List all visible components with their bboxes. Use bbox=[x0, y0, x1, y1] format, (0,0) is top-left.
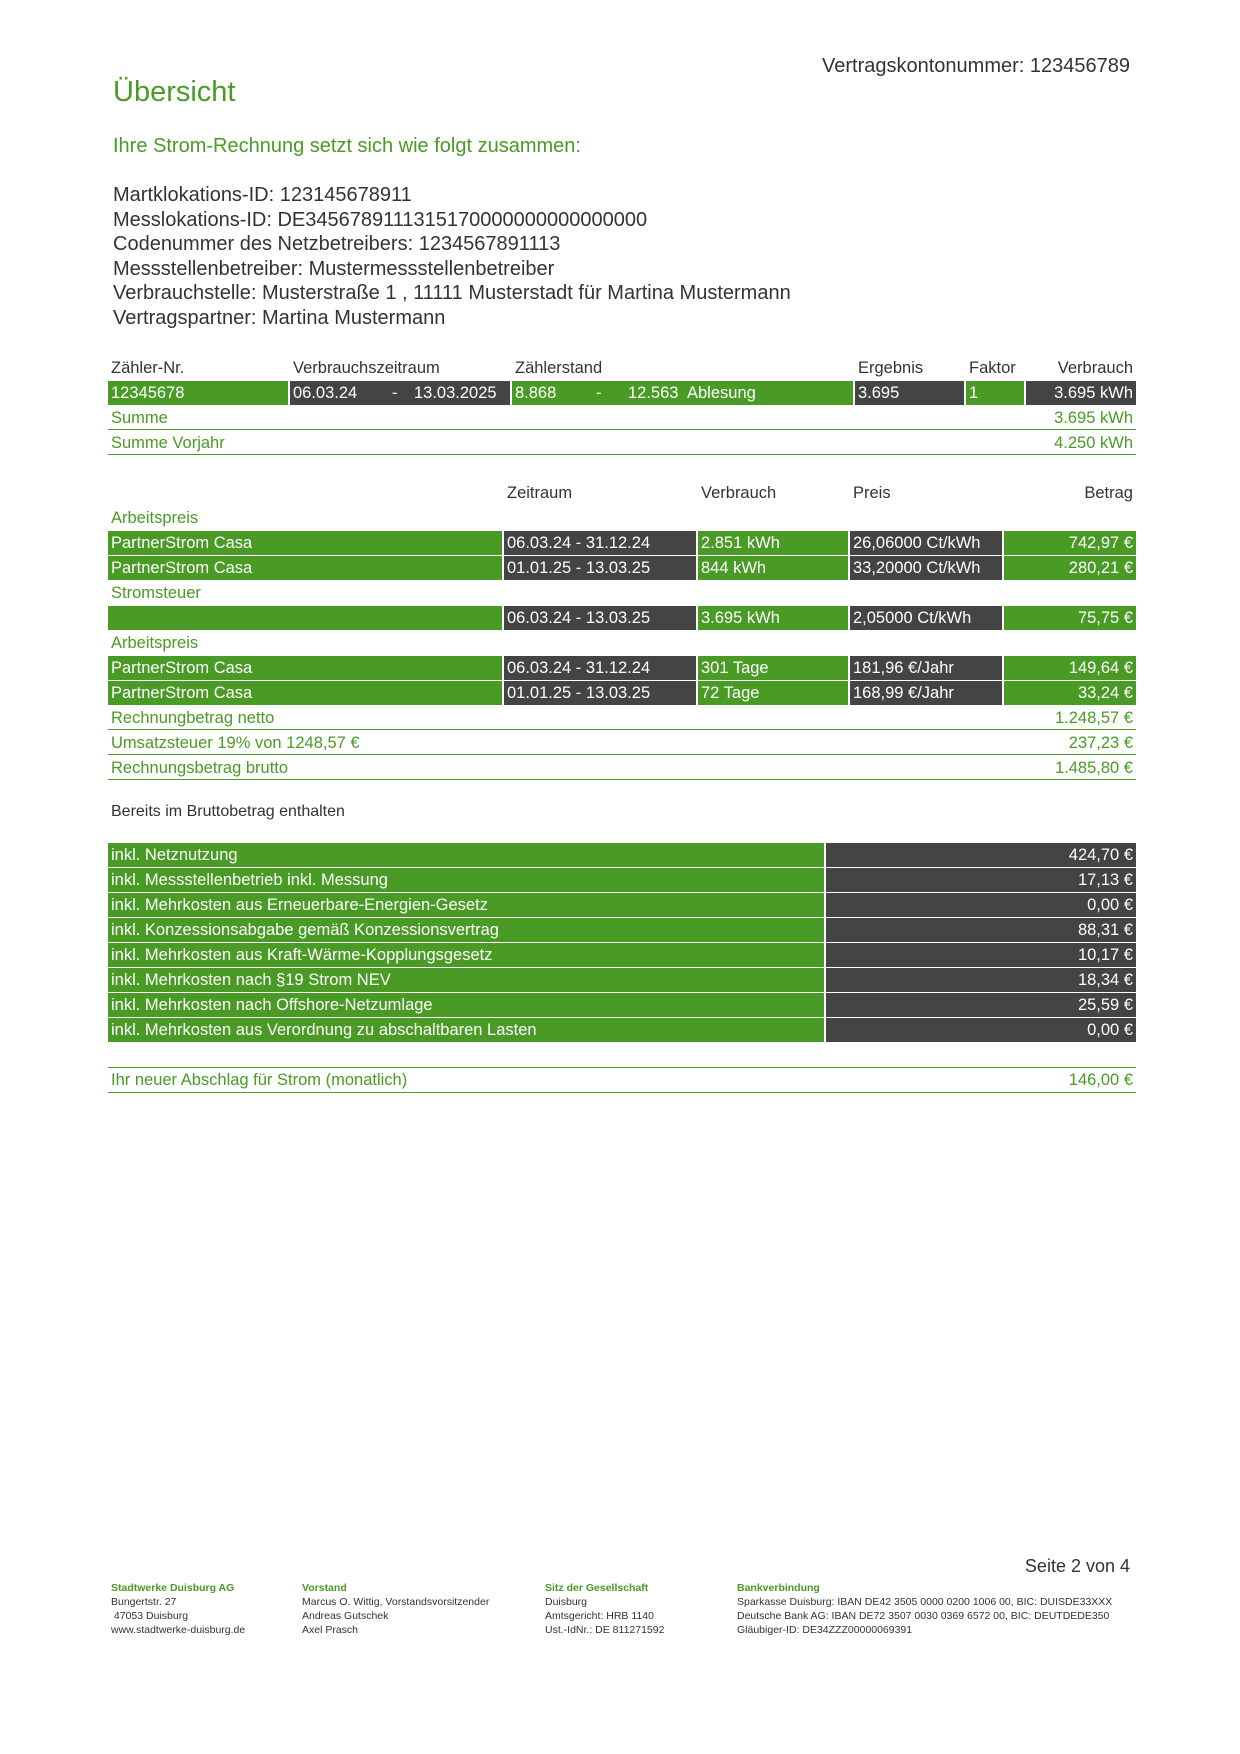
header-result: Ergebnis bbox=[858, 359, 924, 377]
footer-bank-line: Deutsche Bank AG: IBAN DE72 3507 0030 0369 6572 00, BIC: DEUTDEDE350 bbox=[737, 1610, 1110, 1622]
footer-seat-line: Duisburg bbox=[545, 1596, 588, 1608]
unit-price: 2,05000 Ct/kWh bbox=[850, 606, 1002, 630]
tariff-name: PartnerStrom Casa bbox=[108, 656, 502, 680]
meter-table-header bbox=[108, 356, 1136, 380]
sum-row bbox=[108, 406, 1136, 430]
unit-price: 33,20000 Ct/kWh bbox=[850, 556, 1002, 580]
prev-year-sum-row bbox=[108, 431, 1136, 455]
section-label: Stromsteuer bbox=[111, 584, 201, 602]
installment-value: 146,00 € bbox=[1068, 1071, 1133, 1089]
section-label-arbeitspreis bbox=[108, 506, 1136, 530]
included-value: 18,34 € bbox=[826, 968, 1136, 992]
installment-row bbox=[108, 1067, 1136, 1093]
included-label: inkl. Netznutzung bbox=[108, 843, 824, 867]
footer-bank bbox=[737, 1581, 1112, 1637]
tariff-name: PartnerStrom Casa bbox=[108, 681, 502, 705]
prev-year-value: 4.250 kWh bbox=[1054, 434, 1133, 452]
footer-seat-line: Amtsgericht: HRB 1140 bbox=[545, 1610, 654, 1622]
installment-label: Ihr neuer Abschlag für Strom (monatlich) bbox=[111, 1071, 408, 1089]
footer-board-member: Marcus O. Wittig, Vorstandsvorsitzender bbox=[302, 1596, 490, 1608]
footer-board-heading: Vorstand bbox=[302, 1582, 347, 1594]
included-value: 0,00 € bbox=[826, 1018, 1136, 1042]
net-total-row bbox=[108, 706, 1136, 730]
footer-bank-line: Gläubiger-ID: DE34ZZZ00000069391 bbox=[737, 1624, 913, 1636]
included-label: inkl. Konzessionsabgabe gemäß Konzessionsvertrag bbox=[108, 918, 824, 942]
metering-operator: Messstellenbetreiber: Mustermessstellenbetreiber bbox=[113, 257, 555, 280]
price-period: 01.01.25 - 13.03.25 bbox=[504, 556, 696, 580]
header-zeitraum: Zeitraum bbox=[507, 484, 573, 502]
page-subtitle: Ihre Strom-Rechnung setzt sich wie folgt zusammen: bbox=[113, 135, 581, 157]
unit-price: 26,06000 Ct/kWh bbox=[850, 531, 1002, 555]
meter-number: 12345678 bbox=[108, 381, 288, 405]
included-note: Bereits im Bruttobetrag enthalten bbox=[111, 803, 345, 820]
included-row bbox=[108, 868, 1136, 892]
footer-company bbox=[111, 1581, 245, 1637]
price-period: 06.03.24 - 31.12.24 bbox=[504, 531, 696, 555]
vat-label: Umsatzsteuer 19% von 1248,57 € bbox=[111, 734, 360, 752]
reading-type: Ablesung bbox=[687, 384, 756, 402]
footer-company-website: www.stadtwerke-duisburg.de bbox=[111, 1624, 246, 1636]
grid-operator-code: Codenummer des Netzbetreibers: 1234567891113 bbox=[113, 233, 561, 256]
included-row bbox=[108, 943, 1136, 967]
header-preis: Preis bbox=[853, 484, 891, 502]
unit-price: 168,99 €/Jahr bbox=[850, 681, 1002, 705]
price-row bbox=[108, 556, 1136, 580]
footer-board bbox=[302, 1581, 489, 1637]
page-number: Seite 2 von 4 bbox=[1024, 1556, 1130, 1576]
included-value: 17,13 € bbox=[826, 868, 1136, 892]
market-location-id: Martklokations-ID: 123145678911 bbox=[113, 184, 412, 206]
footer-seat-line: Ust.-IdNr.: DE 811271592 bbox=[545, 1624, 665, 1636]
period-to: 13.03.2025 bbox=[414, 384, 497, 402]
gross-total-value: 1.485,80 € bbox=[1055, 759, 1133, 777]
included-label: inkl. Mehrkosten aus Erneuerbare-Energien-Gesetz bbox=[108, 893, 824, 917]
net-total-label: Rechnungbetrag netto bbox=[111, 709, 275, 727]
header-reading: Zählerstand bbox=[515, 359, 603, 377]
page-title: Übersicht bbox=[113, 76, 236, 108]
footer-board-member: Axel Prasch bbox=[302, 1624, 359, 1636]
meter-reading bbox=[512, 381, 853, 405]
included-label: inkl. Mehrkosten nach §19 Strom NEV bbox=[108, 968, 824, 992]
included-row bbox=[108, 993, 1136, 1017]
header-meter-no: Zähler-Nr. bbox=[111, 359, 185, 377]
price-consumption: 72 Tage bbox=[698, 681, 848, 705]
price-amount: 75,75 € bbox=[1004, 606, 1136, 630]
contract-account-number: Vertragskontonummer: 123456789 bbox=[822, 55, 1130, 77]
footer-company-city: 47053 Duisburg bbox=[111, 1610, 189, 1622]
sum-value: 3.695 kWh bbox=[1054, 409, 1133, 427]
gross-total-row bbox=[108, 756, 1136, 780]
tariff-name: PartnerStrom Casa bbox=[108, 531, 502, 555]
included-label: inkl. Mehrkosten nach Offshore-Netzumlage bbox=[108, 993, 824, 1017]
included-value: 88,31 € bbox=[826, 918, 1136, 942]
header-betrag: Betrag bbox=[1084, 484, 1133, 502]
price-row bbox=[108, 606, 1136, 630]
price-period: 01.01.25 - 13.03.25 bbox=[504, 681, 696, 705]
header-factor: Faktor bbox=[969, 359, 1016, 377]
reading-dash: - bbox=[596, 384, 602, 402]
period-dash: - bbox=[392, 384, 398, 402]
meter-period bbox=[290, 381, 510, 405]
vat-row bbox=[108, 731, 1136, 755]
measurement-location-id: Messlokations-ID: DE3456789111315170000000000000000 bbox=[113, 208, 648, 231]
meter-row bbox=[108, 381, 1136, 405]
reading-to: 12.563 bbox=[628, 384, 679, 402]
included-label: inkl. Mehrkosten aus Kraft-Wärme-Kopplungsgesetz bbox=[108, 943, 824, 967]
net-total-value: 1.248,57 € bbox=[1055, 709, 1133, 727]
included-value: 424,70 € bbox=[826, 843, 1136, 867]
gross-total-label: Rechnungsbetrag brutto bbox=[111, 759, 289, 777]
section-label-stromsteuer bbox=[108, 581, 1136, 605]
price-row bbox=[108, 656, 1136, 680]
section-label: Arbeitspreis bbox=[111, 634, 199, 652]
price-consumption: 301 Tage bbox=[698, 656, 848, 680]
price-row bbox=[108, 681, 1136, 705]
unit-price: 181,96 €/Jahr bbox=[850, 656, 1002, 680]
included-value: 10,17 € bbox=[826, 943, 1136, 967]
tariff-name bbox=[108, 606, 502, 630]
price-consumption: 2.851 kWh bbox=[698, 531, 848, 555]
footer-bank-heading: Bankverbindung bbox=[737, 1582, 820, 1594]
consumption-point: Verbrauchstelle: Musterstraße 1 , 11111 Musterstadt für Martina Mustermann bbox=[113, 282, 791, 305]
section-label: Arbeitspreis bbox=[111, 509, 199, 527]
meter-factor: 1 bbox=[966, 381, 1024, 405]
footer-seat-heading: Sitz der Gesellschaft bbox=[545, 1582, 649, 1594]
price-row bbox=[108, 531, 1136, 555]
included-value: 25,59 € bbox=[826, 993, 1136, 1017]
footer-bank-line: Sparkasse Duisburg: IBAN DE42 3505 0000 0200 1006 00, BIC: DUISDE33XXX bbox=[737, 1596, 1113, 1608]
price-amount: 280,21 € bbox=[1004, 556, 1136, 580]
sum-label: Summe bbox=[111, 409, 168, 427]
included-row bbox=[108, 918, 1136, 942]
location-info bbox=[113, 183, 791, 331]
footer-seat bbox=[545, 1581, 664, 1637]
price-consumption: 3.695 kWh bbox=[698, 606, 848, 630]
section-label-arbeitspreis bbox=[108, 631, 1136, 655]
prev-year-label: Summe Vorjahr bbox=[111, 434, 225, 452]
price-amount: 33,24 € bbox=[1004, 681, 1136, 705]
header-period: Verbrauchszeitraum bbox=[293, 359, 440, 377]
price-amount: 742,97 € bbox=[1004, 531, 1136, 555]
included-label: inkl. Messstellenbetrieb inkl. Messung bbox=[108, 868, 824, 892]
tariff-name: PartnerStrom Casa bbox=[108, 556, 502, 580]
footer-company-street: Bungertstr. 27 bbox=[111, 1596, 177, 1608]
meter-result: 3.695 bbox=[855, 381, 964, 405]
included-row bbox=[108, 1018, 1136, 1042]
included-row bbox=[108, 968, 1136, 992]
contract-partner: Vertragspartner: Martina Mustermann bbox=[113, 306, 446, 329]
footer-board-member: Andreas Gutschek bbox=[302, 1610, 389, 1622]
price-consumption: 844 kWh bbox=[698, 556, 848, 580]
price-amount: 149,64 € bbox=[1004, 656, 1136, 680]
price-period: 06.03.24 - 13.03.25 bbox=[504, 606, 696, 630]
header-verbrauch: Verbrauch bbox=[701, 484, 777, 502]
period-from: 06.03.24 bbox=[293, 384, 358, 402]
footer-company-heading: Stadtwerke Duisburg AG bbox=[111, 1582, 235, 1594]
price-table-header bbox=[108, 481, 1136, 505]
meter-consumption: 3.695 kWh bbox=[1026, 381, 1136, 405]
included-label: inkl. Mehrkosten aus Verordnung zu abschaltbaren Lasten bbox=[108, 1018, 824, 1042]
included-row bbox=[108, 843, 1136, 867]
included-value: 0,00 € bbox=[826, 893, 1136, 917]
reading-from: 8.868 bbox=[515, 384, 557, 402]
header-consumption: Verbrauch bbox=[1057, 359, 1133, 377]
included-row bbox=[108, 893, 1136, 917]
price-period: 06.03.24 - 31.12.24 bbox=[504, 656, 696, 680]
vat-value: 237,23 € bbox=[1068, 734, 1133, 752]
